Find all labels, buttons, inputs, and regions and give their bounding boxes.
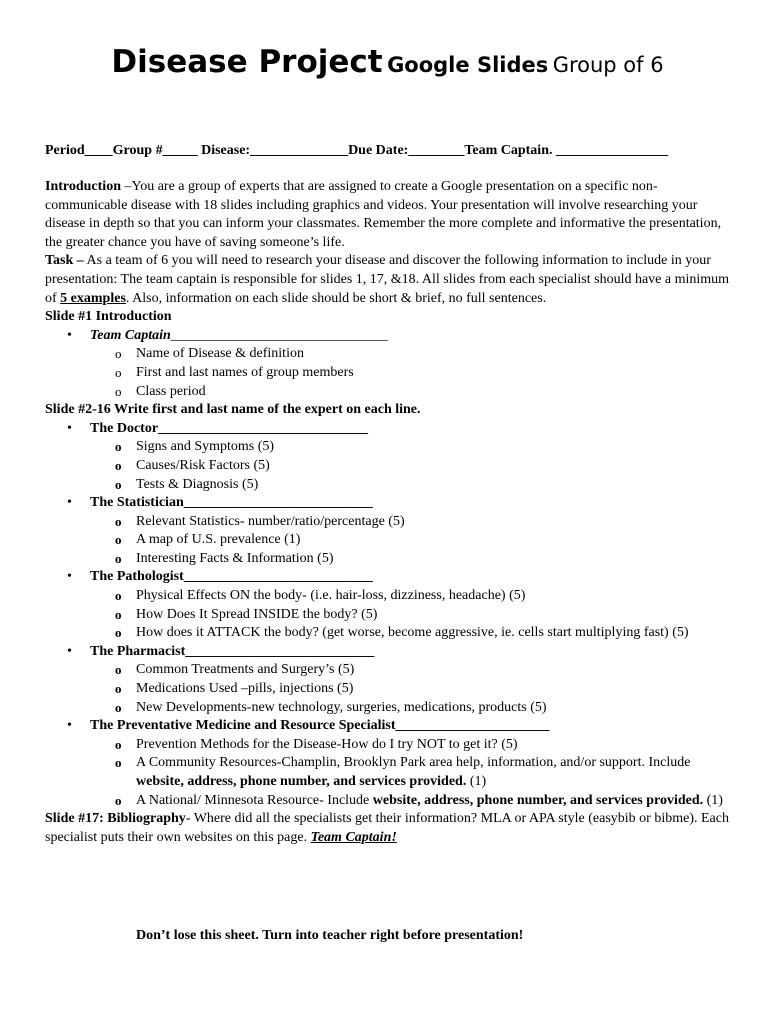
list-item: o Signs and Symptoms (5) — [45, 438, 730, 457]
task-label: Task – — [45, 253, 84, 269]
list-item: o Prevention Methods for the Disease-How do I try NOT to get it? (5) — [45, 736, 730, 755]
team-captain-note: Team Captain! — [310, 829, 397, 845]
intro-label: Introduction — [45, 179, 121, 194]
list-item: o Class period — [45, 383, 730, 402]
page-title — [45, 44, 730, 80]
task-paragraph — [45, 252, 730, 308]
footer-note: Don’t lose this sheet. Turn into teacher right before presentation! — [136, 928, 524, 943]
task-emphasis: 5 examples — [60, 290, 126, 306]
list-item: o Medications Used –pills, injections (5) — [45, 680, 730, 699]
list-item: o How does it ATTACK the body? (get worse, become aggressive, ie. cells start multiplying fast) (5) — [45, 624, 730, 643]
title-slides: Google Slides — [387, 53, 549, 77]
intro-text: –You are a group of experts that are assigned to create a Google presentation on a specific non-communicable disease with 18 slides including graphics and videos. Your presentation will involve researching your disease in depth so that you can inform your classmates. Remember the more complete and informative the presentation, the greater chance you have of saving someone’s life. — [45, 179, 722, 250]
document-body — [45, 178, 730, 847]
list-item: o Causes/Risk Factors (5) — [45, 457, 730, 476]
slides2-16-heading: Slide #2-16 Write first and last name of the expert on each line. — [45, 402, 421, 418]
list-item: o New Developments-new technology, surgeries, medications, products (5) — [45, 699, 730, 718]
list-item: o Interesting Facts & Information (5) — [45, 550, 730, 569]
title-group: Group of 6 — [552, 53, 664, 77]
slide1-heading: Slide #1 Introduction — [45, 309, 172, 325]
list-item: o Tests & Diagnosis (5) — [45, 476, 730, 495]
list-item: o First and last names of group members — [45, 364, 730, 383]
slide17-paragraph: Slide #17: Bibliography- Where did all the specialists get their information? MLA or APA style (easybib or bibme). Each specialist puts their own websites on this page. Team Captain! — [45, 811, 729, 845]
title-main: Disease Project — [111, 44, 383, 80]
list-item: o How Does It Spread INSIDE the body? (5) — [45, 606, 730, 625]
list-item: o Relevant Statistics- number/ratio/percentage (5) — [45, 513, 730, 532]
intro-paragraph — [45, 178, 730, 252]
preventative-item: • The Preventative Medicine and Resource Specialist______________________ — [45, 717, 730, 736]
task-text-2: . Also, information on each slide should be short & brief, no full sentences. — [125, 290, 547, 306]
list-item: o Name of Disease & definition — [45, 345, 730, 364]
info-line: Period____Group #_____ Disease:______________Due Date:________Team Captain. ________________ — [45, 143, 668, 158]
pathologist-item: • The Pathologist___________________________ — [45, 568, 730, 587]
statistician-item: • The Statistician___________________________ — [45, 494, 730, 513]
slide17-heading: Slide #17: Bibliography — [45, 811, 186, 827]
list-item: o Physical Effects ON the body- (i.e. hair-loss, dizziness, headache) (5) — [45, 587, 730, 606]
team-captain-item: • Team Captain_______________________________ — [45, 327, 730, 346]
list-item: o A Community Resources-Champlin, Brooklyn Park area help, information, and/or support. Include website, address, phone number, and services provided. (1) — [45, 754, 730, 791]
list-item: o A map of U.S. prevalence (1) — [45, 531, 730, 550]
doctor-item: • The Doctor______________________________ — [45, 420, 730, 439]
list-item: o A National/ Minnesota Resource- Include website, address, phone number, and services provided. (1) — [45, 792, 730, 811]
task-text-1: As a team of 6 you will need to research your disease and discover the following information to include in your presentation: The team captain is responsible for slides 1, 17, &18. All slides from each specialist should have a minimum of — [45, 253, 730, 306]
list-item: o Common Treatments and Surgery’s (5) — [45, 661, 730, 680]
pharmacist-item: • The Pharmacist___________________________ — [45, 643, 730, 662]
team-captain-label: Team Captain — [90, 327, 171, 343]
